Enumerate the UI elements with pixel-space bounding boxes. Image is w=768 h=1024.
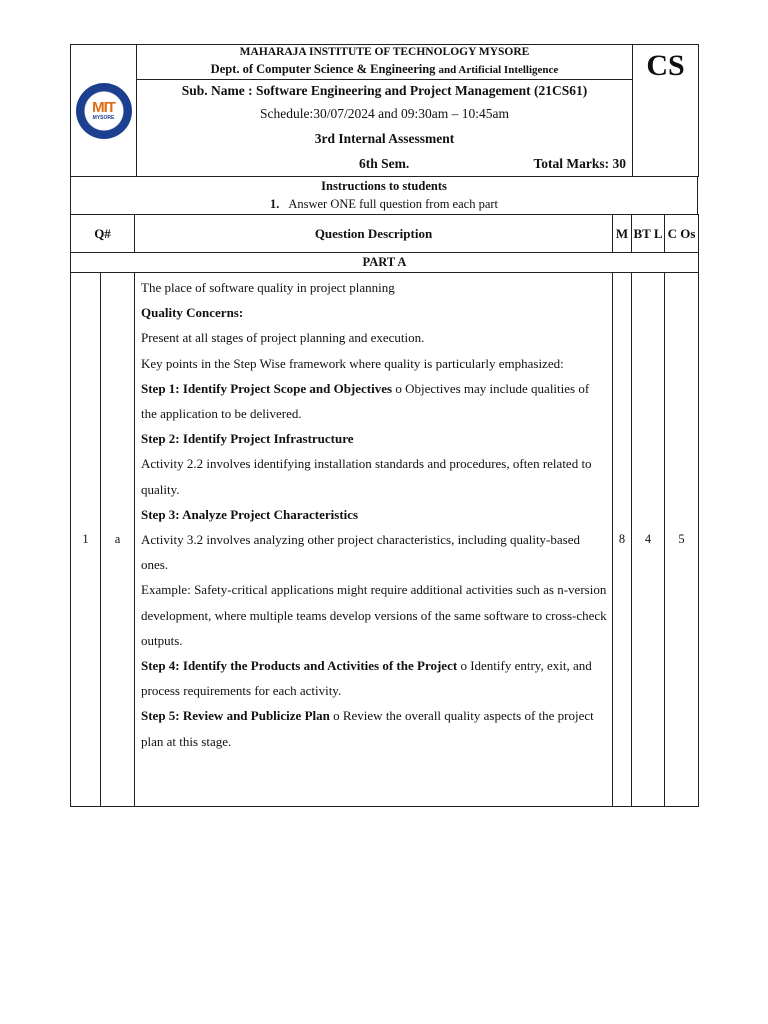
header-table <box>70 44 699 177</box>
question-description <box>135 273 613 807</box>
col-header-cos: C Os <box>665 215 699 253</box>
total-marks: Total Marks: 30 <box>533 156 626 171</box>
qline-4: Step 1: Identify Project Scope and Objectives o Objectives may include qualities of the application to be delivered. <box>141 380 590 422</box>
qline-6: Activity 2.2 involves identifying installation standards and procedures, often related to quality. <box>141 456 592 497</box>
instructions-table <box>70 176 698 215</box>
qline-5: Step 2: Identify Project Infrastructure <box>141 431 354 447</box>
question-sub: a <box>101 273 135 807</box>
semester-row <box>137 152 632 176</box>
logo-cell <box>71 45 137 177</box>
institute-logo: MIT MYSORE <box>76 83 132 139</box>
dept-cell <box>137 60 633 80</box>
institute-cell <box>137 45 633 61</box>
assessment-title: 3rd Internal Assessment <box>314 131 455 146</box>
question-co: 5 <box>665 273 699 807</box>
semester: 6th Sem. <box>359 156 410 171</box>
instruction-item: 1. Answer ONE full question from each part <box>269 197 499 211</box>
schedule: Schedule:30/07/2024 and 09:30am – 10:45am <box>260 106 509 121</box>
question-number: 1 <box>71 273 101 807</box>
qline-2: Present at all stages of project planning and execution. <box>141 330 425 346</box>
qline-0: The place of software quality in project planning <box>141 280 395 295</box>
institute-name: MAHARAJA INSTITUTE OF TECHNOLOGY MYSORE <box>239 46 530 58</box>
qline-8: Activity 3.2 involves analyzing other project characteristics, including quality-based ones. <box>141 532 580 573</box>
col-header-marks: M <box>613 215 632 253</box>
department: Dept. of Computer Science & Engineering and Artificial Intelligence <box>210 62 559 76</box>
col-header-description: Question Description <box>135 215 613 253</box>
question-marks: 8 <box>613 273 632 807</box>
subject-name: Sub. Name : Software Engineering and Project Management (21CS61) <box>181 83 588 98</box>
question-table <box>70 214 699 807</box>
question-btl: 4 <box>632 273 665 807</box>
col-header-btl: BT L <box>632 215 665 253</box>
qline-1: Quality Concerns: <box>141 305 244 321</box>
qline-9: Example: Safety-critical applications might require additional activities such as n-version development, where multiple teams develop versions of the same software to cross-check outputs. <box>141 582 607 648</box>
instructions-title: Instructions to students <box>321 179 447 193</box>
table-row <box>71 273 699 807</box>
col-header-qnum: Q# <box>71 215 135 253</box>
branch-code: CS <box>633 45 699 177</box>
question-paper <box>70 44 698 807</box>
qline-3: Key points in the Step Wise framework where quality is particularly emphasized: <box>141 355 564 371</box>
qline-11: Step 5: Review and Publicize Plan o Review the overall quality aspects of the project plan at this stage. <box>141 708 594 749</box>
part-label: PART A <box>71 253 699 273</box>
qline-10: Step 4: Identify the Products and Activities of the Project o Identify entry, exit, and process requirements for each activity. <box>141 658 592 699</box>
qline-7: Step 3: Analyze Project Characteristics <box>141 506 359 522</box>
